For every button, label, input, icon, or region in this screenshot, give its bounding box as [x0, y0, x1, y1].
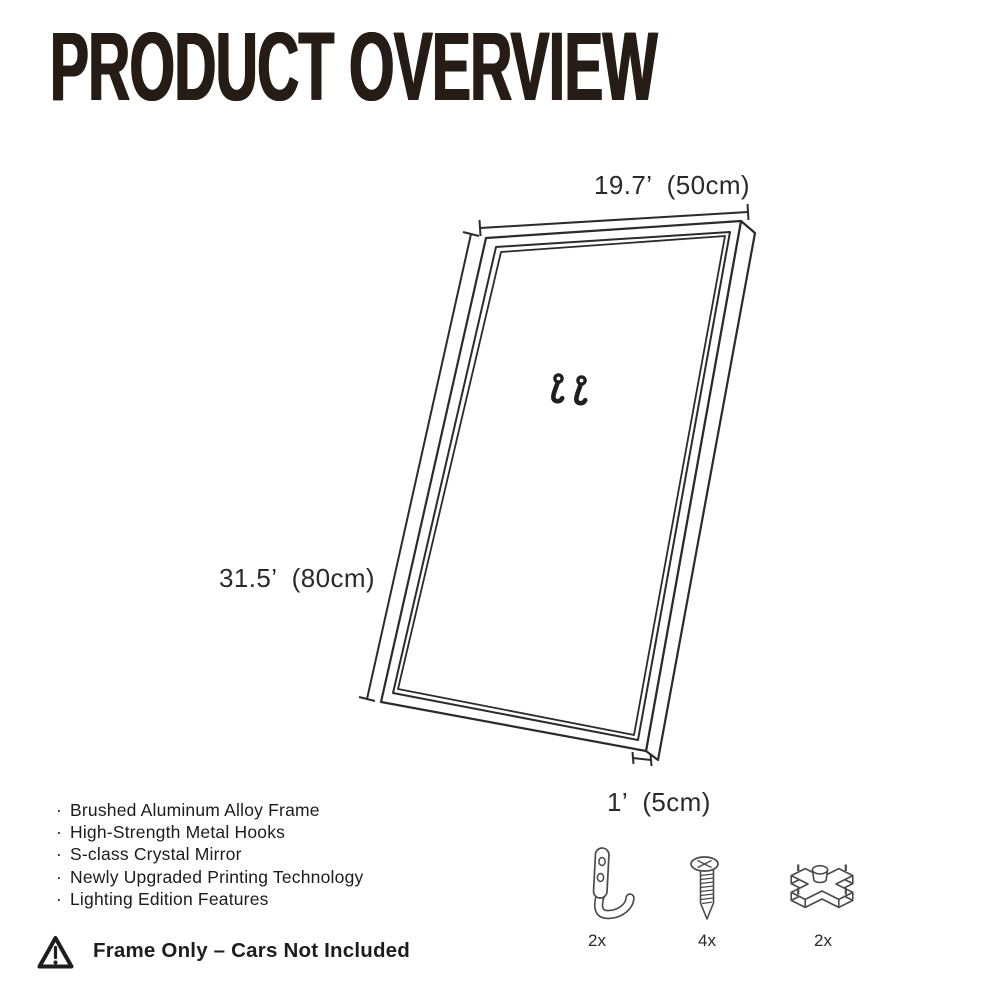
screw-icon [691, 857, 718, 919]
feature-text: S-class Crystal Mirror [70, 844, 242, 865]
bullet-dot: · [56, 866, 63, 887]
feature-text: Brushed Aluminum Alloy Frame [70, 800, 320, 820]
warning-note: Frame Only – Cars Not Included [93, 939, 410, 962]
warning-triangle-icon [40, 938, 72, 967]
frame-outer-edge [381, 221, 741, 751]
bullet-dot: · [56, 822, 63, 843]
bullet-dot: · [56, 800, 63, 820]
height-dimension-label: 31.5’ (80cm) [219, 563, 375, 593]
depth-dimension-label: 1’ (5cm) [607, 787, 711, 817]
cross-bracket-qty: 2x [814, 931, 832, 950]
feature-text: Newly Upgraded Printing Technology [70, 866, 364, 887]
frame-diagram [381, 221, 755, 760]
feature-item [56, 888, 363, 910]
feature-item [56, 843, 363, 865]
feature-list [56, 799, 363, 910]
wall-hook-icon [593, 848, 630, 915]
bullet-dot: · [56, 888, 63, 909]
feature-item [56, 799, 363, 821]
width-dimension-label: 19.7’ (50cm) [594, 170, 750, 200]
page-title: PRODUCT OVERVIEW [50, 12, 657, 121]
cross-bracket-icon [791, 865, 853, 908]
feature-text: Lighting Edition Features [70, 888, 269, 909]
feature-text: High-Strength Metal Hooks [70, 822, 286, 843]
feature-item [56, 821, 363, 843]
screw-qty: 4x [698, 931, 716, 950]
bullet-dot: · [56, 844, 63, 865]
feature-item [56, 866, 363, 888]
wall-hook-qty: 2x [588, 931, 606, 950]
